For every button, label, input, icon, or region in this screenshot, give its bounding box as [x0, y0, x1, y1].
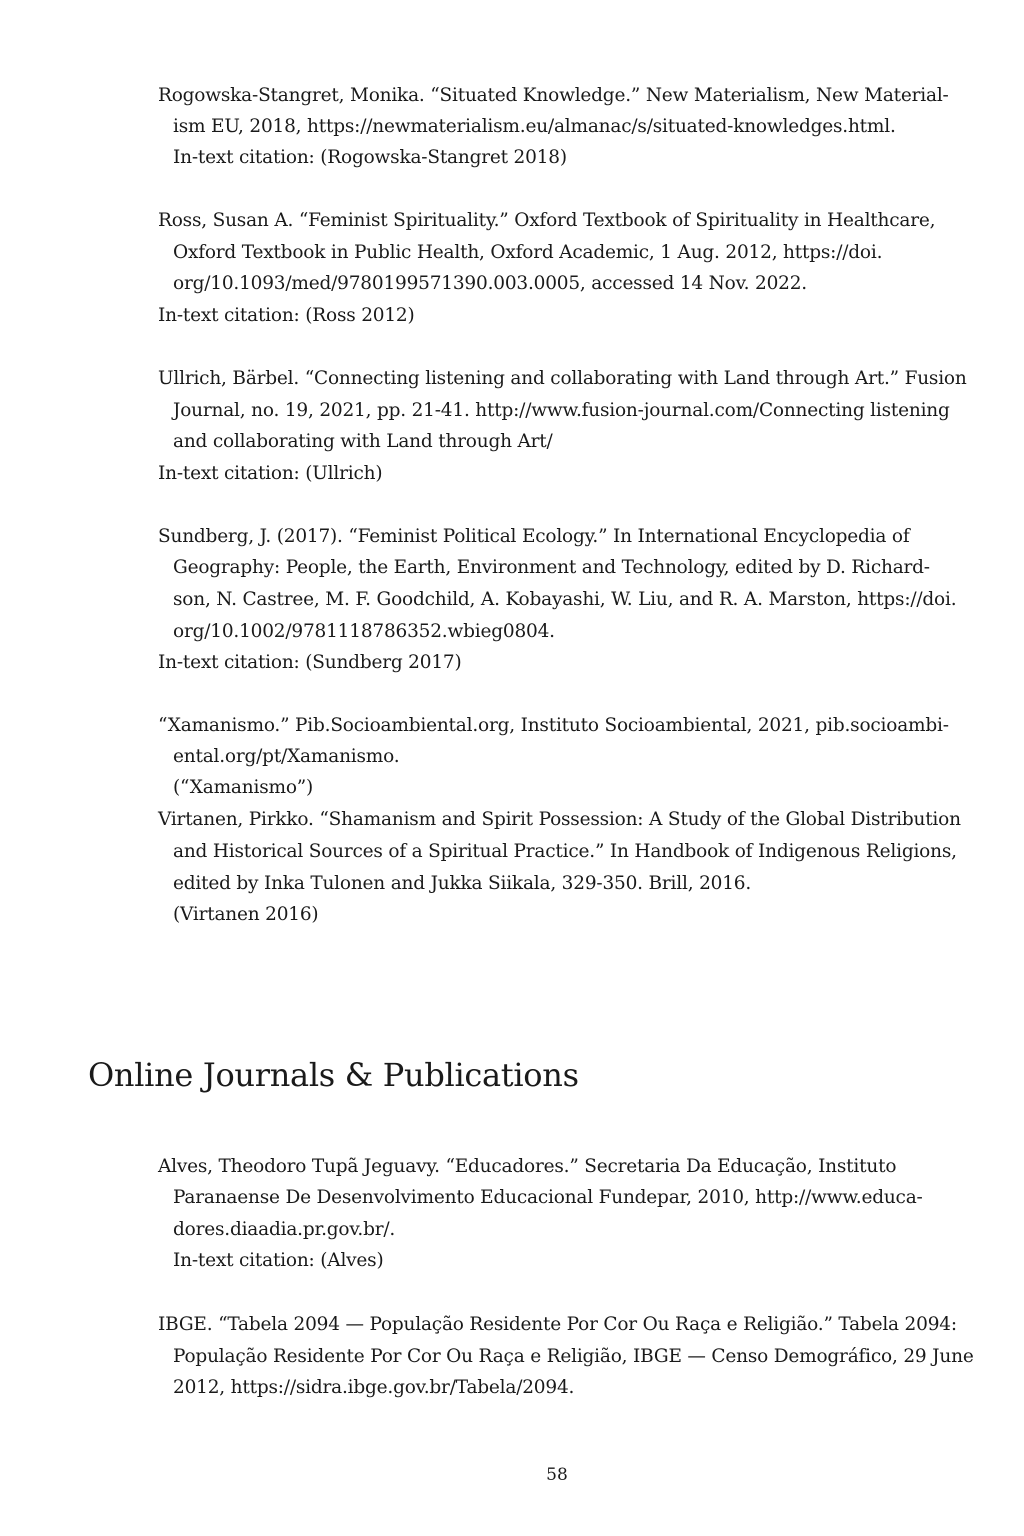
- citation-line: Rogowska-Stangret, Monika. “Situated Knowledge.” New Materialism, New Material-: [158, 85, 949, 106]
- citation-line: População Residente Por Cor Ou Raça e Religião, IBGE — Censo Demográfico, 29 June: [173, 1346, 974, 1367]
- in-text-citation: In-text citation: (Ullrich): [158, 463, 383, 484]
- citation-line: Alves, Theodoro Tupã Jeguavy. “Educadores.” Secretaria Da Educação, Instituto: [158, 1156, 897, 1177]
- citation-line: Oxford Textbook in Public Health, Oxford Academic, 1 Aug. 2012, https://doi.: [173, 242, 883, 263]
- citation-line: edited by Inka Tulonen and Jukka Siikala, 329-350. Brill, 2016.: [173, 873, 752, 894]
- citation-line: org/10.1093/med/9780199571390.003.0005, accessed 14 Nov. 2022.: [173, 273, 807, 294]
- citation-line: Journal, no. 19, 2021, pp. 21-41. http://www.fusion-journal.com/Connecting listening: [173, 400, 950, 421]
- citation-line: Ullrich, Bärbel. “Connecting listening and collaborating with Land through Art.” Fusion: [158, 368, 967, 389]
- citation-line: Virtanen, Pirkko. “Shamanism and Spirit Possession: A Study of the Global Distribution: [158, 809, 961, 830]
- citation-line: org/10.1002/9781118786352.wbieg0804.: [173, 621, 555, 642]
- citation-line: son, N. Castree, M. F. Goodchild, A. Kobayashi, W. Liu, and R. A. Marston, https://doi.: [173, 589, 957, 610]
- in-text-citation: (Virtanen 2016): [173, 904, 319, 925]
- citation-line: dores.diaadia.pr.gov.br/.: [173, 1219, 396, 1240]
- in-text-citation: In-text citation: (Sundberg 2017): [158, 652, 462, 673]
- citation-line: Geography: People, the Earth, Environment and Technology, edited by D. Richard-: [173, 557, 930, 578]
- citation-line: Paranaense De Desenvolvimento Educacional Fundepar, 2010, http://www.educa-: [173, 1187, 923, 1208]
- citation-line: ental.org/pt/Xamanismo.: [173, 746, 400, 767]
- citation-line: and collaborating with Land through Art/: [173, 431, 553, 452]
- citation-line: 2012, https://sidra.ibge.gov.br/Tabela/2094.: [173, 1377, 575, 1398]
- in-text-citation: In-text citation: (Rogowska-Stangret 2018): [173, 147, 567, 168]
- citation-line: Sundberg, J. (2017). “Feminist Political Ecology.” In International Encyclopedia of: [158, 526, 910, 547]
- in-text-citation: In-text citation: (Alves): [173, 1250, 384, 1271]
- citation-line: ism EU, 2018, https://newmaterialism.eu/almanac/s/situated-knowledges.html.: [173, 116, 896, 137]
- in-text-citation: (“Xamanismo”): [173, 777, 314, 798]
- page-number: 58: [546, 1465, 568, 1485]
- citation-line: Ross, Susan A. “Feminist Spirituality.” Oxford Textbook of Spirituality in Healthcare,: [158, 210, 936, 231]
- citation-line: “Xamanismo.” Pib.Socioambiental.org, Instituto Socioambiental, 2021, pib.socioambi-: [158, 715, 949, 736]
- section-heading: Online Journals & Publications: [88, 1056, 579, 1094]
- citation-line: IBGE. “Tabela 2094 — População Residente Por Cor Ou Raça e Religião.” Tabela 2094:: [158, 1314, 957, 1335]
- citation-line: and Historical Sources of a Spiritual Practice.” In Handbook of Indigenous Religions,: [173, 841, 957, 862]
- in-text-citation: In-text citation: (Ross 2012): [158, 305, 415, 326]
